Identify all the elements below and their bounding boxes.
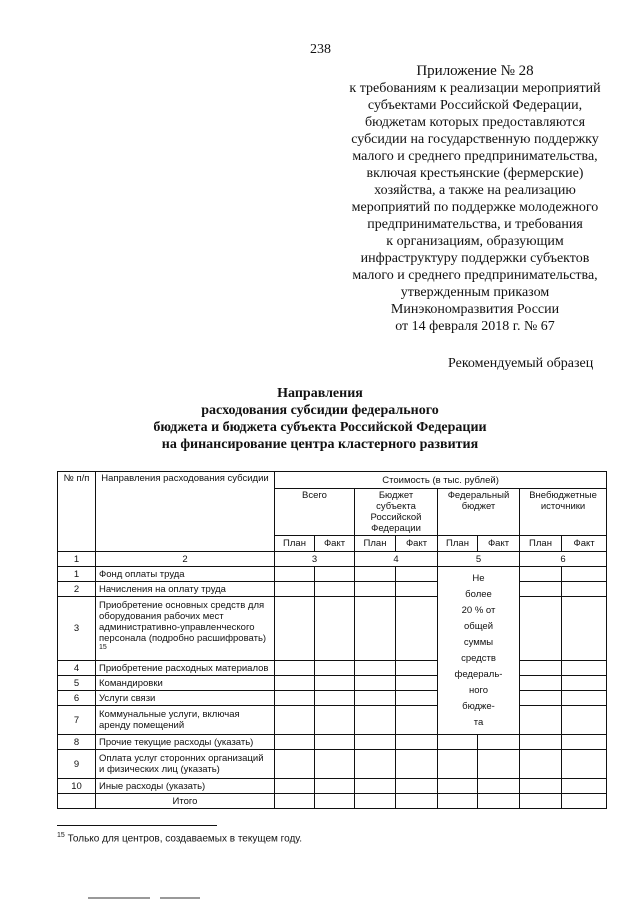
row-num: 3 xyxy=(58,597,96,661)
appendix-block xyxy=(300,63,640,335)
header-fact: Факт xyxy=(562,536,607,552)
row-name: Иные расходы (указать) xyxy=(96,779,275,794)
header-plan: План xyxy=(355,536,396,552)
table-row xyxy=(58,691,607,706)
footnote-divider xyxy=(57,825,217,826)
header-extrabudgetary: Внебюджетные источники xyxy=(520,489,607,536)
row-name: Начисления на оплату труда xyxy=(96,582,275,597)
row-num: 6 xyxy=(58,691,96,706)
appendix-line: к организациям, образующим xyxy=(386,234,564,249)
note-line: ного xyxy=(468,684,489,696)
column-number: 4 xyxy=(355,552,438,567)
column-number: 5 xyxy=(438,552,520,567)
column-number-row xyxy=(58,552,607,567)
column-number: 1 xyxy=(58,552,96,567)
header-fact: Факт xyxy=(315,536,355,552)
title-line: Направления xyxy=(277,386,363,401)
total-row xyxy=(58,794,607,809)
appendix-line: к требованиям к реализации мероприятий xyxy=(349,81,601,96)
note-line: общей xyxy=(463,620,494,632)
header-plan: План xyxy=(275,536,315,552)
header-total: Всего xyxy=(275,489,355,536)
title-line: бюджета и бюджета субъекта Российской Федерации xyxy=(153,420,487,435)
table-row xyxy=(58,597,607,661)
footnote-ref: 15 xyxy=(99,644,107,652)
table-row xyxy=(58,661,607,676)
footnote xyxy=(57,832,302,844)
row-name: Фонд оплаты труда xyxy=(96,567,275,582)
sample-label: Рекомендуемый образец xyxy=(448,356,594,371)
header-federal-budget: Федеральный бюджет xyxy=(438,489,520,536)
row-num: 10 xyxy=(58,779,96,794)
header-plan: План xyxy=(438,536,478,552)
header-direction: Направления расходования субсидии xyxy=(96,472,275,552)
row-name: Приобретение основных средств для оборудования рабочих мест административно-управленческого персонала (подробно расшифровать) $^{15}$ xyxy=(96,597,275,661)
note-line: бюдже- xyxy=(462,700,495,712)
note-line: федераль- xyxy=(454,668,503,680)
row-name: Приобретение расходных материалов xyxy=(96,661,275,676)
footnote-mark: 15 xyxy=(57,832,65,839)
table-row xyxy=(58,567,607,582)
row-name: Прочие текущие расходы (указать) xyxy=(96,735,275,750)
column-number: 2 xyxy=(96,552,275,567)
appendix-line: субсидии на государственную поддержку xyxy=(351,132,599,147)
row-name: Командировки xyxy=(96,676,275,691)
appendix-line: хозяйства, а также на реализацию xyxy=(374,183,576,198)
row-name: Коммунальные услуги, включая аренду помещений xyxy=(96,706,275,735)
note-line: 20 % от xyxy=(461,604,496,616)
row-name: Оплата услуг сторонних организаций и физических лиц (указать) xyxy=(96,750,275,779)
column-number: 3 xyxy=(275,552,355,567)
note-line: более xyxy=(465,588,492,600)
table-row xyxy=(58,750,607,779)
title-line: расходования субсидии федерального xyxy=(201,403,439,418)
appendix-line: предпринимательства, и требования xyxy=(367,217,583,232)
header-plan: План xyxy=(520,536,562,552)
appendix-line: мероприятий по поддержке молодежного xyxy=(351,200,599,215)
appendix-line: бюджетам которых предоставляются xyxy=(364,115,586,130)
table-row xyxy=(58,735,607,750)
header-cost: Стоимость (в тыс. рублей) xyxy=(275,472,607,489)
footnote-text: Только для центров, создаваемых в текущем году. xyxy=(67,833,303,845)
table-row xyxy=(58,676,607,691)
row-num: 8 xyxy=(58,735,96,750)
appendix-line: утвержденным приказом xyxy=(400,285,550,300)
scan-artifact xyxy=(160,897,200,899)
appendix-line: малого и среднего предпринимательства, xyxy=(352,268,598,283)
appendix-line: от 14 февраля 2018 г. № 67 xyxy=(395,319,555,334)
row-num: 2 xyxy=(58,582,96,597)
table-row xyxy=(58,706,607,735)
appendix-title: Приложение № 28 xyxy=(416,63,534,79)
federal-budget-note xyxy=(438,567,520,735)
note-line: суммы xyxy=(463,636,494,648)
row-num: 5 xyxy=(58,676,96,691)
document-title xyxy=(120,385,520,453)
table-row xyxy=(58,779,607,794)
appendix-line: субъектами Российской Федерации, xyxy=(367,98,583,113)
appendix-line: инфраструктуру поддержки субъектов xyxy=(360,251,590,266)
page-number: 238 xyxy=(310,42,331,57)
row-num: 9 xyxy=(58,750,96,779)
row-num: 1 xyxy=(58,567,96,582)
expense-table xyxy=(57,471,607,809)
total-label: Итого xyxy=(96,794,275,809)
appendix-line: малого и среднего предпринимательства, xyxy=(352,149,598,164)
note-line: Не xyxy=(472,572,485,584)
header-fact: Факт xyxy=(478,536,520,552)
row-num: 7 xyxy=(58,706,96,735)
appendix-line: включая крестьянские (фермерские) xyxy=(366,166,584,181)
note-line: средств xyxy=(461,652,496,664)
header-num: № п/п xyxy=(58,472,96,552)
title-line: на финансирование центра кластерного развития xyxy=(161,437,479,452)
column-number: 6 xyxy=(520,552,607,567)
scan-artifact xyxy=(88,897,150,899)
appendix-line: Минэкономразвития России xyxy=(390,302,560,317)
header-regional-budget: Бюджет субъекта Российской Федерации xyxy=(355,489,438,536)
note-line: та xyxy=(473,716,484,728)
table-row xyxy=(58,582,607,597)
header-fact: Факт xyxy=(396,536,438,552)
row-name: Услуги связи xyxy=(96,691,275,706)
row-num: 4 xyxy=(58,661,96,676)
